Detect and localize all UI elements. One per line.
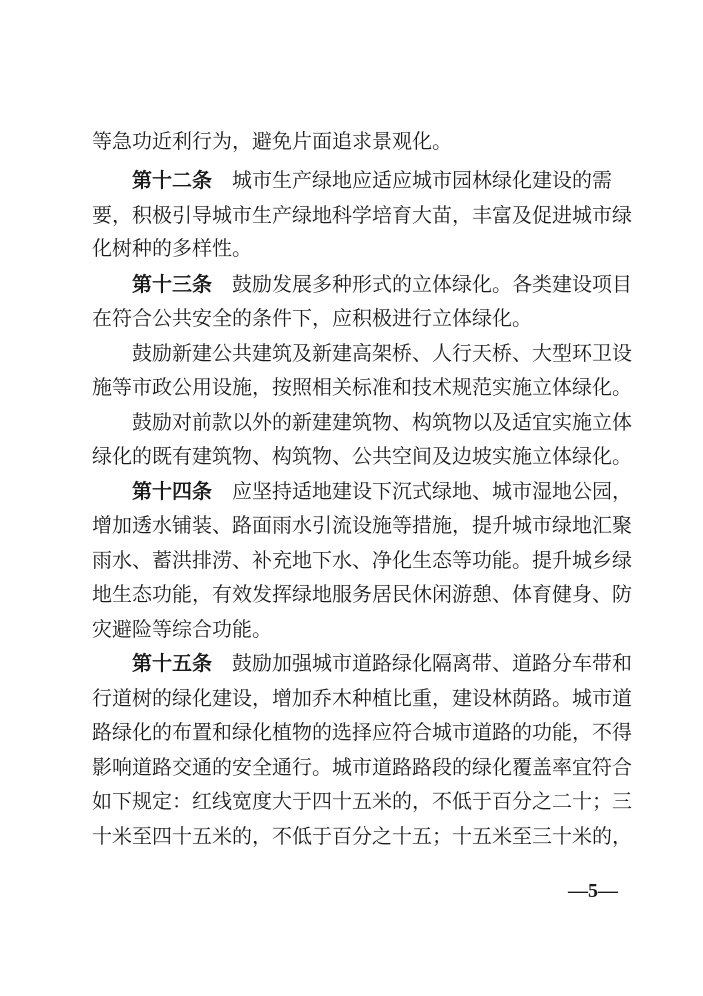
text-line <box>92 582 632 606</box>
article-number: 第十四条 <box>132 479 212 503</box>
line-text: 城市生产绿地应适应城市园林绿化建设的需 <box>232 168 612 192</box>
line-text: 如下规定：红线宽度大于四十五米的，不低于百分之二十；三 <box>92 789 632 813</box>
text-line <box>92 548 632 572</box>
article-14-heading-line <box>132 479 632 503</box>
line-text: 鼓励新建公共建筑及新建高架桥、人行天桥、大型环卫设 <box>132 341 632 365</box>
text-line <box>92 617 612 641</box>
line-text: 应坚持适地建设下沉式绿地、城市湿地公园， <box>232 479 632 503</box>
line-text: 化树种的多样性。 <box>92 236 252 260</box>
article-number: 第十五条 <box>132 651 212 675</box>
line-text: 等急功近利行为，避免片面追求景观化。 <box>92 129 452 153</box>
line-text: 在符合公共安全的条件下，应积极进行立体绿化。 <box>92 306 532 330</box>
line-text: 雨水、蓄洪排涝、补充地下水、净化生态等功能。提升城乡绿 <box>92 548 632 572</box>
paragraph-indented-line <box>132 341 632 365</box>
text-line <box>92 755 632 779</box>
text-line <box>92 129 612 153</box>
text-line <box>92 513 632 537</box>
paragraph-indented-line <box>132 410 632 434</box>
line-text: 影响道路交通的安全通行。城市道路路段的绿化覆盖率宜符合 <box>92 755 632 779</box>
line-text: 鼓励对前款以外的新建建筑物、构筑物以及适宜实施立体 <box>132 410 632 434</box>
text-line <box>92 203 632 227</box>
line-text: 鼓励发展多种形式的立体绿化。各类建设项目 <box>232 272 632 296</box>
line-text: 灾避险等综合功能。 <box>92 617 272 641</box>
line-text: 要，积极引导城市生产绿地科学培育大苗，丰富及促进城市绿 <box>92 203 632 227</box>
article-15-heading-line <box>132 651 632 675</box>
text-line <box>92 375 632 399</box>
line-text: 增加透水铺装、路面雨水引流设施等措施，提升城市绿地汇聚 <box>92 513 632 537</box>
line-text: 行道树的绿化建设，增加乔木种植比重，建设林荫路。城市道 <box>92 686 632 710</box>
text-line <box>92 720 632 744</box>
article-13-heading-line <box>132 272 632 296</box>
article-number: 第十三条 <box>132 272 212 296</box>
line-text: 地生态功能，有效发挥绿地服务居民休闲游憩、体育健身、防 <box>92 582 632 606</box>
text-line <box>92 789 632 813</box>
text-line <box>92 306 612 330</box>
line-text: 施等市政公用设施，按照相关标准和技术规范实施立体绿化。 <box>92 375 632 399</box>
text-line <box>92 824 632 848</box>
text-line <box>92 686 632 710</box>
text-line <box>92 236 612 260</box>
line-text: 绿化的既有建筑物、构筑物、公共空间及边坡实施立体绿化。 <box>92 444 632 468</box>
text-line <box>92 444 632 468</box>
line-text: 十米至四十五米的，不低于百分之十五；十五米至三十米的， <box>92 824 632 848</box>
page-number: —5— <box>568 880 618 902</box>
line-text: 鼓励加强城市道路绿化隔离带、道路分车带和 <box>232 651 632 675</box>
article-12-heading-line <box>132 168 612 192</box>
article-number: 第十二条 <box>132 168 212 192</box>
line-text: 路绿化的布置和绿化植物的选择应符合城市道路的功能，不得 <box>92 720 632 744</box>
